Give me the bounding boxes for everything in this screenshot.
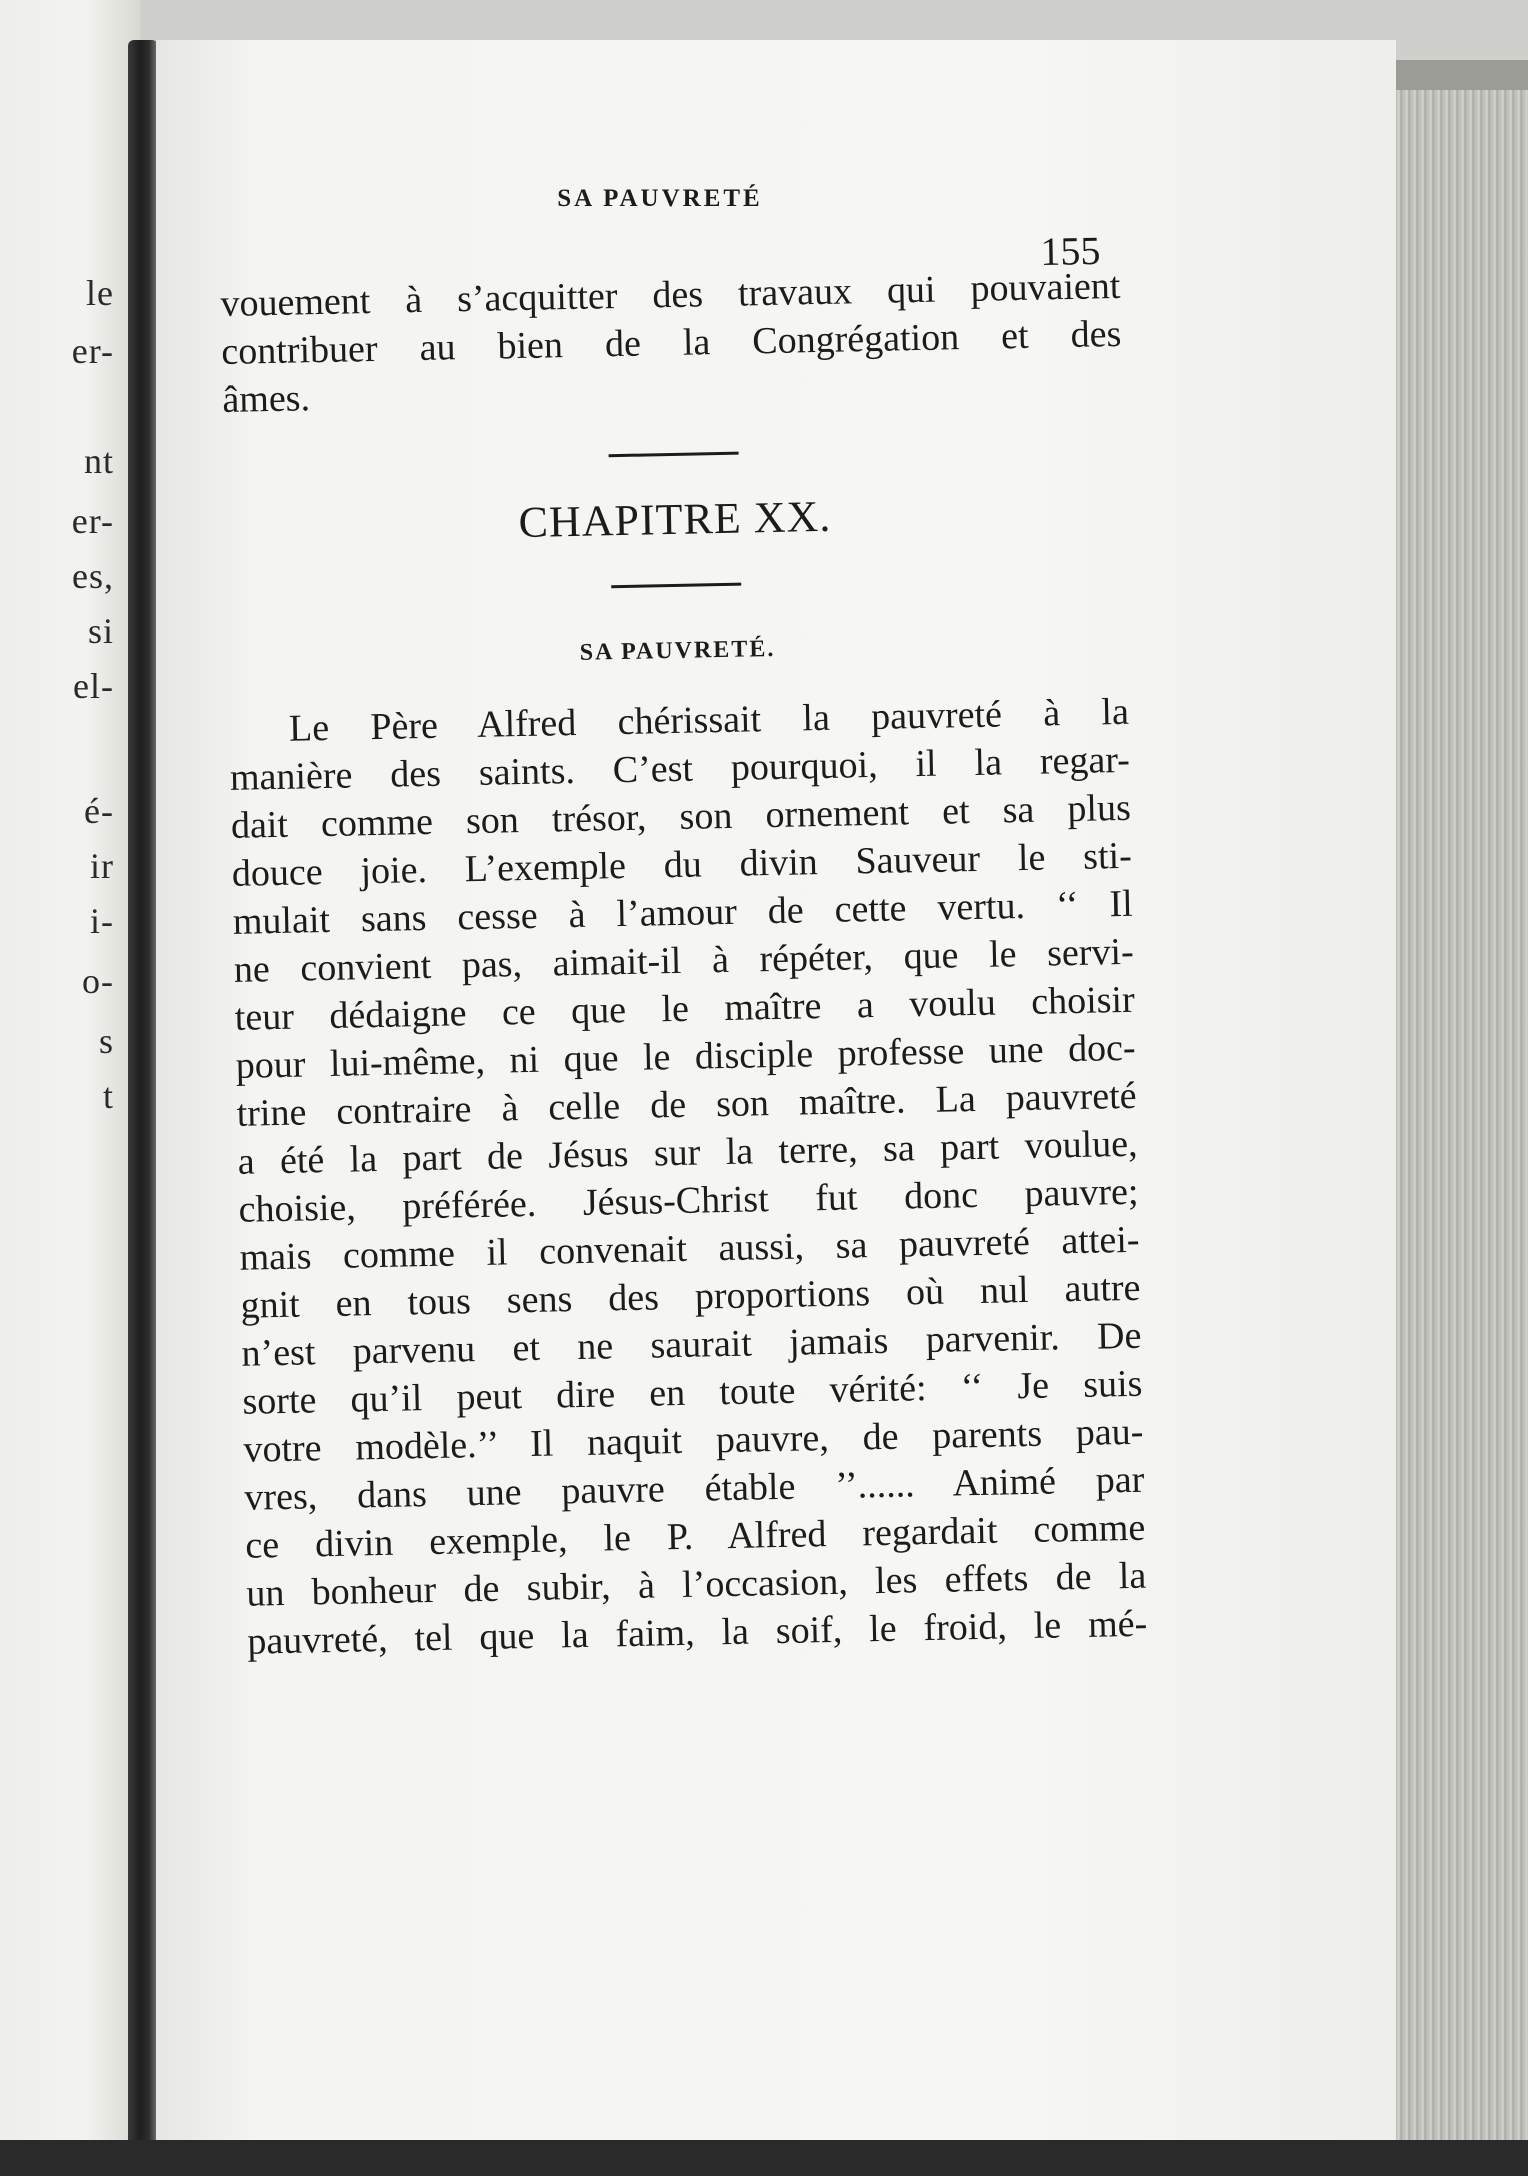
text-line: vres, dans une pauvre étable ’’...... Animé par bbox=[244, 1458, 1145, 1519]
text-line: contribuer au bien de la Congrégation et des bbox=[221, 312, 1122, 373]
facing-page-fragment: er- bbox=[71, 501, 114, 541]
running-head: SA PAUVRETÉ bbox=[557, 185, 763, 212]
page-stack-edge bbox=[1396, 90, 1528, 2150]
chapter-heading: CHAPITRE XX. bbox=[518, 491, 832, 548]
text-line: a été la part de Jésus sur la terre, sa part voulue, bbox=[237, 1122, 1138, 1183]
facing-page-fragment: t bbox=[102, 1076, 114, 1116]
text-line: pour lui-même, ni que le disciple professe une doc- bbox=[235, 1026, 1137, 1087]
text-line: mais comme il convenait aussi, sa pauvreté attei- bbox=[239, 1218, 1140, 1279]
text-line: Le Père Alfred chérissait la pauvreté à la bbox=[288, 690, 1130, 750]
text-line: pauvreté, tel que la faim, la soif, le froid, le mé- bbox=[246, 1602, 1148, 1663]
text-line: ne convient pas, aimait-il à répéter, que le servi- bbox=[233, 930, 1135, 991]
facing-page-fragment: i- bbox=[90, 901, 114, 941]
main-paragraph bbox=[229, 688, 1148, 1666]
facing-page-fragment: s bbox=[98, 1021, 114, 1061]
text-line: votre modèle.’’ Il naquit pauvre, de parents pau- bbox=[243, 1410, 1144, 1471]
opening-paragraph bbox=[220, 262, 1123, 424]
book-gutter bbox=[128, 40, 158, 2160]
facing-page-fragment: si bbox=[87, 611, 114, 651]
section-title: SA PAUVRETÉ. bbox=[579, 635, 776, 666]
text-line: manière des saints. C’est pourquoi, il la regar- bbox=[229, 738, 1131, 799]
text-line: teur dédaigne ce que le maître a voulu choisir bbox=[234, 978, 1136, 1039]
text-line: vouement à s’acquitter des travaux qui pouvaient bbox=[220, 264, 1121, 325]
text-line: douce joie. L’exemple du divin Sauveur le sti- bbox=[231, 834, 1133, 895]
text-line: dait comme son trésor, son ornement et sa plus bbox=[230, 786, 1132, 847]
text-line: ce divin exemple, le P. Alfred regardait comme bbox=[244, 1506, 1146, 1567]
scan-bottom-edge bbox=[0, 2140, 1528, 2176]
facing-page-fragment: le bbox=[86, 273, 114, 313]
text-line: un bonheur de subir, à l’occasion, les effets de la bbox=[245, 1554, 1147, 1615]
text-line: gnit en tous sens des proportions où nul autre bbox=[240, 1266, 1141, 1327]
page-body bbox=[220, 262, 1148, 1666]
divider-rule bbox=[609, 452, 739, 458]
text-line: n’est parvenu et ne saurait jamais parvenir. De bbox=[241, 1314, 1142, 1375]
text-line: sorte qu’il peut dire en toute vérité: ‘‘ Je suis bbox=[242, 1362, 1143, 1423]
text-line: trine contraire à celle de son maître. La pauvreté bbox=[236, 1074, 1137, 1135]
facing-page bbox=[0, 0, 140, 2176]
facing-page-fragment: ir bbox=[90, 846, 114, 886]
facing-page-fragment: o- bbox=[82, 961, 114, 1001]
facing-page-fragment: el- bbox=[73, 666, 114, 706]
facing-page-fragment: nt bbox=[83, 441, 114, 481]
text-line: âmes. bbox=[221, 377, 311, 421]
facing-page-fragment: es, bbox=[72, 556, 114, 596]
facing-page-fragment: é- bbox=[84, 791, 114, 831]
text-line: choisie, préférée. Jésus-Christ fut donc pauvre; bbox=[238, 1170, 1139, 1231]
facing-page-fragment: er- bbox=[71, 331, 114, 371]
divider-rule bbox=[611, 583, 741, 589]
text-line: mulait sans cesse à l’amour de cette vertu. ‘‘ Il bbox=[232, 882, 1134, 943]
page-number: 155 bbox=[1040, 227, 1101, 274]
